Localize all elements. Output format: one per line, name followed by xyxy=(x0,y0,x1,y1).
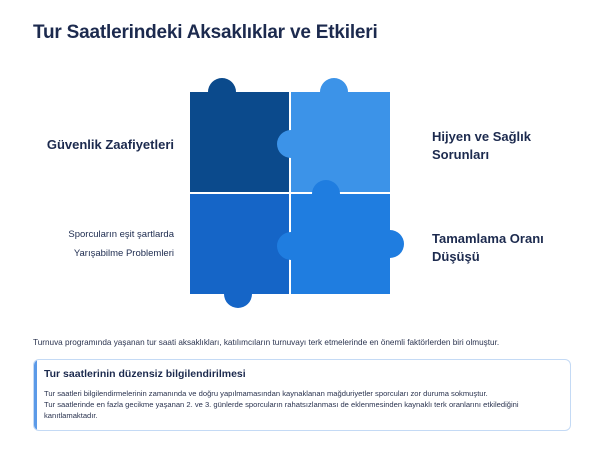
puzzle-piece-bottom-right xyxy=(277,180,404,294)
label-hygiene xyxy=(432,128,572,163)
label-fair-line2: Yarışabilme Problemleri xyxy=(73,247,174,259)
label-fair-line1: Sporcuların eşit şartlarda xyxy=(68,229,174,240)
puzzle-diagram xyxy=(170,62,430,322)
note-line-2: Tur saatlerinde en fazla gecikme yaşanan 2. ve 3. günlerde sporcuların rahatsızlanması de eklenmesinden kaynaklı terk oranlarını etkilediğini xyxy=(44,400,519,409)
label-completion-line1: Tamamlama Oranı xyxy=(432,231,544,246)
page-title: Tur Saatlerindeki Aksaklıklar ve Etkileri xyxy=(33,22,378,43)
label-hygiene-line1: Hijyen ve Sağlık xyxy=(432,129,531,144)
puzzle-piece-top-right xyxy=(277,78,390,192)
label-completion-line2: Düşüşü xyxy=(432,248,480,264)
note-line-1: Tur saatleri bilgilendirmelerinin zamanında ve doğru yapılmamasından kaynaklanan mağduriyetler sporcuları zor duruma sokmuştur. xyxy=(44,389,488,398)
note-box xyxy=(33,359,571,431)
puzzle-piece-bottom-left xyxy=(190,194,289,308)
label-hygiene-line2: Sorunları xyxy=(432,146,490,162)
label-completion xyxy=(432,230,572,265)
summary-text: Turnuva programında yaşanan tur saati aksaklıkları, katılımcıların turnuvayı terk etmelerinde en önemli faktörlerden biri olmuştur. xyxy=(33,338,500,347)
note-line-3: kanıtlamaktadır. xyxy=(44,411,98,420)
label-security: Güvenlik Zaafiyetleri xyxy=(46,137,174,152)
puzzle-piece-top-left xyxy=(190,78,289,192)
note-title: Tur saatlerinin düzensiz bilgilendirilmesi xyxy=(44,368,246,380)
label-fair-competition xyxy=(24,229,174,261)
